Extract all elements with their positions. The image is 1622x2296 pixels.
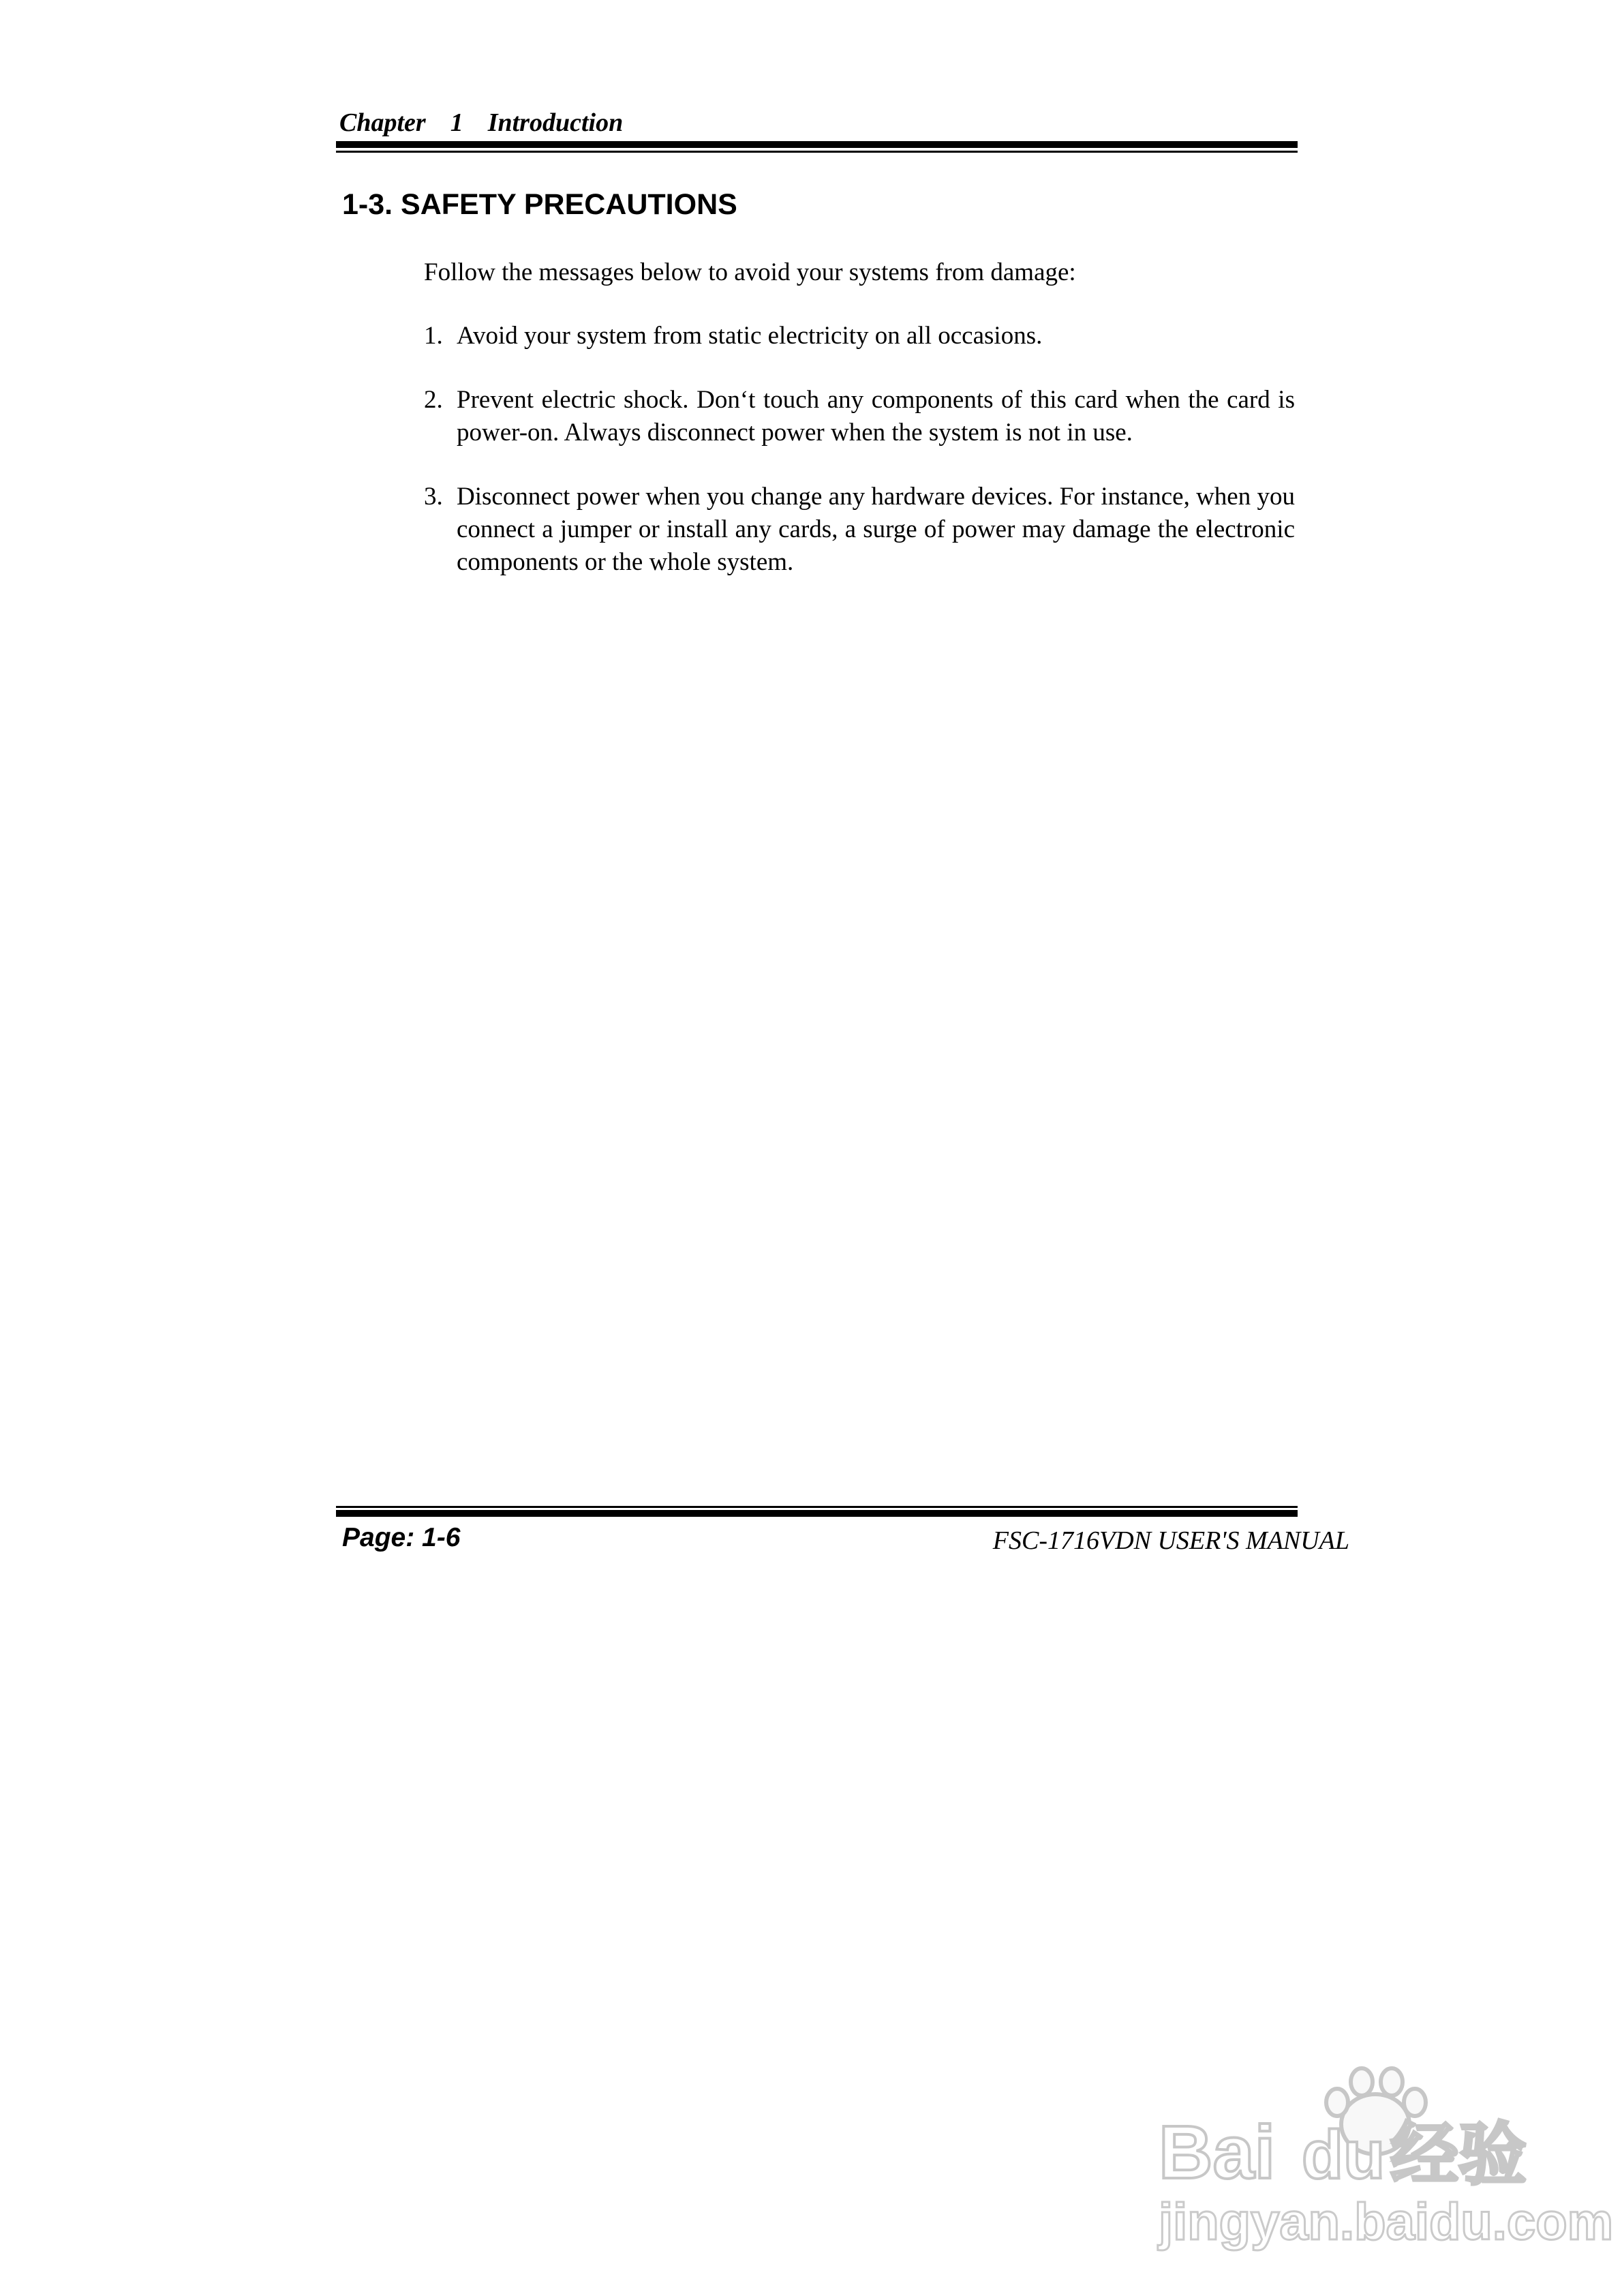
list-item [424, 481, 1295, 579]
header-rule-thin [336, 151, 1298, 153]
manual-title: FSC-1716VDN USER'S MANUAL [992, 1526, 1349, 1555]
chapter-number: 1 [450, 108, 463, 137]
section-title: 1-3. SAFETY PRECAUTIONS [342, 188, 737, 221]
chapter-title: Introduction [487, 108, 624, 137]
running-header [339, 108, 623, 138]
list-item-number: 3. [424, 483, 443, 511]
footer-rule-thick [336, 1510, 1298, 1517]
baidu-jingyan-watermark [1159, 2059, 1614, 2256]
chapter-label: Chapter [339, 108, 426, 137]
page-number: Page: 1-6 [342, 1523, 461, 1552]
header-rule-thick [336, 141, 1298, 148]
svg-text:Bai: Bai [1159, 2111, 1276, 2194]
list-item-text: Disconnect power when you change any hardware devices. For instance, when you connect a jumper or install any cards, a surge of power may damage the electronic components or the whole system. [457, 483, 1295, 576]
list-item-number: 1. [424, 322, 443, 350]
list-item-text: Prevent electric shock. Don‘t touch any components of this card when the card is power-on. Always disconnect power when the system is not in use. [457, 386, 1295, 447]
list-item-number: 2. [424, 386, 443, 414]
list-item-text: Avoid your system from static electricity on all occasions. [457, 322, 1043, 350]
svg-text:jingyan.baidu.com: jingyan.baidu.com [1159, 2193, 1614, 2251]
footer-rule-thin [336, 1506, 1298, 1508]
svg-text:经验: 经验 [1390, 2115, 1527, 2194]
list-item [424, 384, 1295, 449]
list-item [424, 320, 1295, 352]
intro-paragraph: Follow the messages below to avoid your systems from damage: [424, 258, 1076, 286]
svg-text:du: du [1302, 2117, 1386, 2193]
